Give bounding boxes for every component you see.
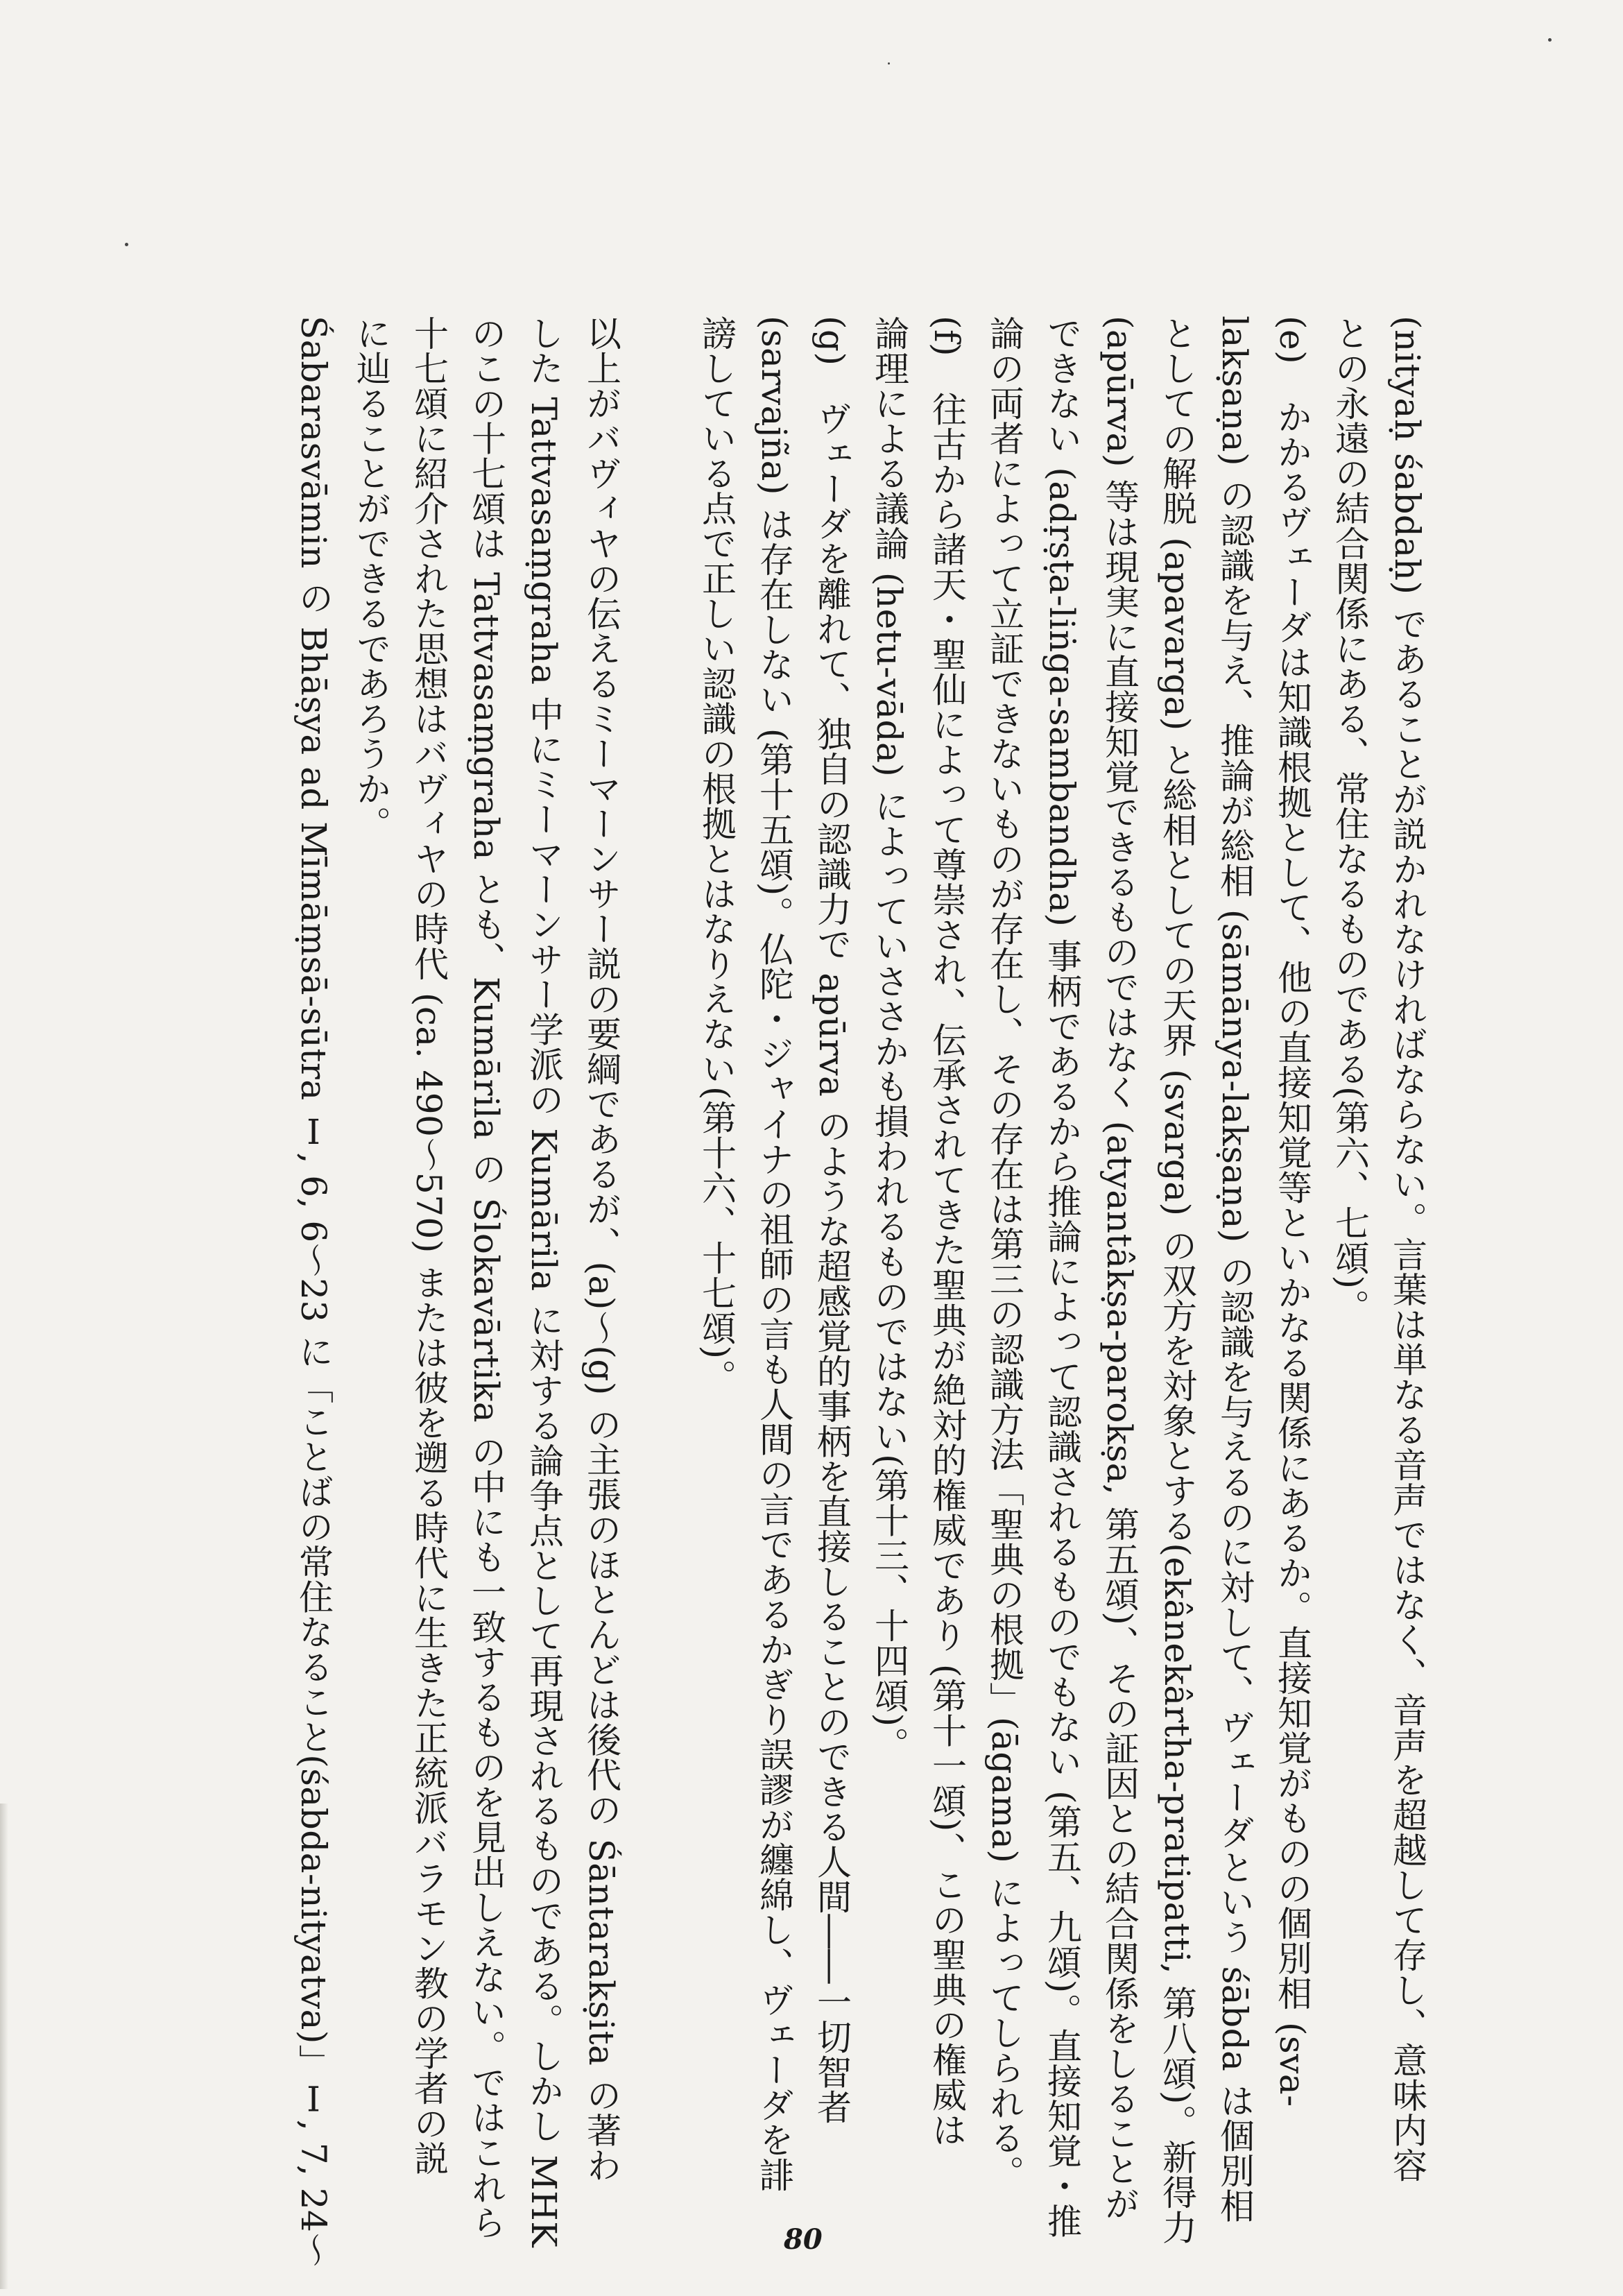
text-line-8: 論の両者によって立証できないものが存在し、その存在は第三の認識方法「聖典の根拠」(āgama) によってしられる。 <box>984 316 1024 2191</box>
text-line-1: (nityaḥ śabdaḥ) であることが説かれなければならない。言葉は単なる音声ではなく、音声を超越して存し、意味内容 <box>1387 316 1427 2183</box>
text-line-17: 十七頌に紹介された思想はバヴィヤの時代 (ca. 490〜570) または彼を遡る時代に生きた正統派バラモン教の学者の説 <box>409 316 449 2176</box>
text-line-13: 謗している点で正しい認識の根拠とはなりえない(第十六、十七頌)。 <box>696 316 737 1395</box>
text-line-10: 論理による議論 (hetu-vāda) によっていささかも損われるものではない(第十三、十四頌)。 <box>869 316 909 1763</box>
text-line-18: に辿ることができるであろうか。 <box>351 316 391 841</box>
scan-edge-shadow <box>0 1804 8 2289</box>
scan-speck <box>888 62 890 65</box>
text-line-15: した Tattvasaṃgraha 中にミーマーンサー学派の Kumārila に対する論争点として再現されるものである。しかし MHK <box>524 316 564 2248</box>
text-line-9: (f) 往古から諸天・聖仙によって尊崇され、伝承されてきた聖典が絶対的権威であり (第十一頌)、この聖典の権威は <box>927 316 967 2148</box>
text-line-11: (g) ヴェーダを離れて、独自の認識力で apūrva のような超感覚的事柄を直接しることのできる人間――一切智者 <box>812 316 852 2125</box>
text-line-3: (e) かかるヴェーダは知識根拠として、他の直接知覚等といかなる関係にあるか。直接知覚がものの個別相 (sva- <box>1272 316 1312 2107</box>
text-line-2: との永遠の結合関係にある、常住なるものである(第六、七頌)。 <box>1330 316 1370 1325</box>
text-line-12: (sarvajña) は存在しない (第十五頌)。仏陀・ジャイナの祖師の言も人間の言であるかぎり誤謬が纏綿し、ヴェーダを誹 <box>754 316 794 2193</box>
text-line-5: としての解脱 (apavarga) と総相としての天界 (svarga) の双方を対象とする(ekânekârtha-pratipatti, 第八頌)。新得力 <box>1157 316 1197 2245</box>
text-line-6: (apūrva) 等は現実に直接知覚できるものではなく (atyantâkṣa-parokṣa, 第五頌)、その証因との結合関係をしることが <box>1099 316 1140 2221</box>
scan-speck <box>1548 38 1552 42</box>
text-line-19: Śabarasvāmin の Bhāṣya ad Mīmāṃsā-sūtra Ⅰ, 6, 6〜23 に「ことばの常住なること(śabda-nityatva)」Ⅰ, 7, 24〜 <box>293 316 334 2268</box>
paragraph-gap <box>630 316 687 2220</box>
page-number: 80 <box>784 2223 823 2256</box>
text-line-14: 以上がバヴィヤの伝えるミーマーンサー説の要綱であるが、(a)〜(g) の主張のほとんどは後代の Śāntarakṣita の著わ <box>581 316 621 2183</box>
text-line-4: lakṣaṇa) の認識を与え、推論が総相 (sāmānya-lakṣaṇa) の認識を与えるのに対して、ヴェーダという śābda は個別相 <box>1214 316 1255 2223</box>
text-line-16: のこの十七頌は Tattvasaṃgraha とも、Kumārila の Ślokavārtika の中にも一致するものを見出しえない。ではこれら <box>466 316 506 2241</box>
scan-speck <box>125 243 128 246</box>
text-line-7: できない (adṛṣṭa-liṅga-sambandha) 事柄であるから推論によって認識されるものでもない (第五、九頌)。直接知覚・推 <box>1042 316 1082 2239</box>
